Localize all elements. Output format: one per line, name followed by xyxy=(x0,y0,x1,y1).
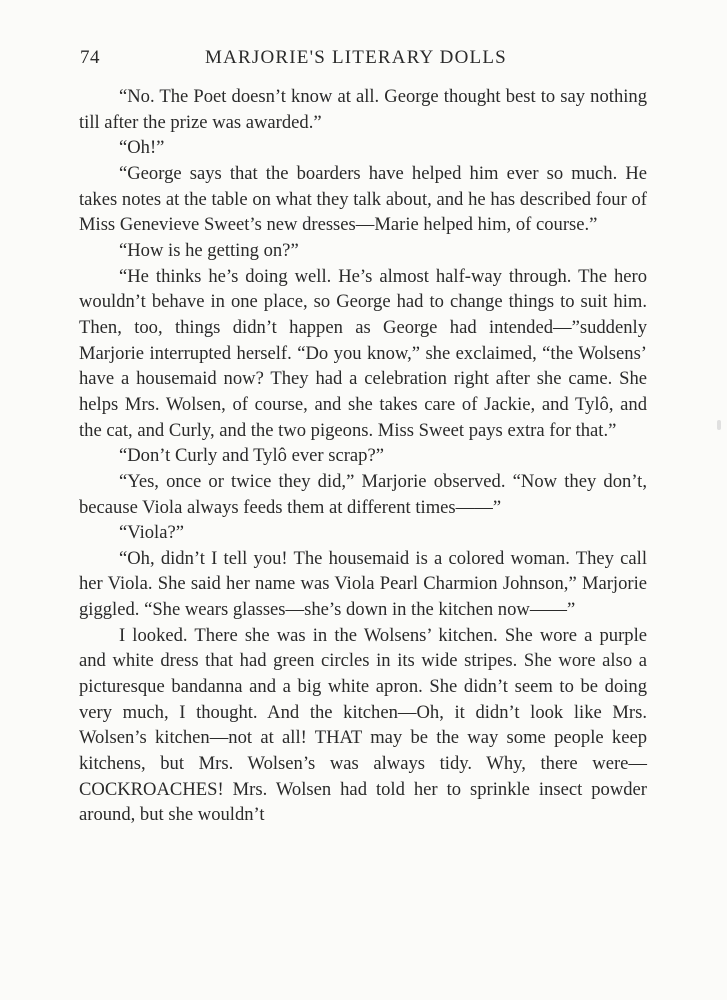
paragraph: “Yes, once or twice they did,” Marjorie observed. “Now they don’t, because Viola always feeds them at different times——” xyxy=(79,470,647,518)
paragraph: “Oh!” xyxy=(119,137,165,159)
page-header xyxy=(80,47,646,73)
paragraph: “George says that the boarders have helped him ever so much. He takes notes at the table on what they talk about, and he has described four of Miss Genevieve Sweet’s new dresses—Marie helped him, of course.” xyxy=(79,162,647,236)
page-number: 74 xyxy=(80,47,100,68)
paragraph: “He thinks he’s doing well. He’s almost half-way through. The hero wouldn’t behave in one place, so George had to change things to suit him. Then, too, things didn’t happen as George had intended—”suddenly Marjorie interrupted herself. “Do you know,” she exclaimed, “the Wolsens’ have a housemaid now? They had a celebration right after she came. She helps Mrs. Wolsen, of course, and she takes care of Jackie, and Tylô, and the cat, and Curly, and the two pigeons. Miss Sweet pays extra for that.” xyxy=(79,265,647,441)
paragraph: “No. The Poet doesn’t know at all. George thought best to say nothing till after the prize was awarded.” xyxy=(79,86,647,133)
paragraph: “Don’t Curly and Tylô ever scrap?” xyxy=(119,445,384,467)
running-title: MARJORIE'S LITERARY DOLLS xyxy=(205,47,507,68)
paragraph: “Viola?” xyxy=(119,522,184,544)
paper-smudge xyxy=(717,420,721,430)
body-text xyxy=(79,84,647,828)
paragraph: “How is he getting on?” xyxy=(119,239,299,261)
paragraph: “Oh, didn’t I tell you! The housemaid is a colored woman. They call her Viola. She said her name was Viola Pearl Charmion Johnson,” Marjorie giggled. “She wears glasses—she’s down in the kitchen now——” xyxy=(79,547,647,621)
paragraph: I looked. There she was in the Wolsens’ kitchen. She wore a purple and white dress that had green circles in its wide stripes. She wore also a picturesque bandanna and a big white apron. She didn’t seem to be doing very much, I thought. And the kitchen—Oh, it didn’t look like Mrs. Wolsen’s kitchen—not at all! THAT may be the way some people keep kitchens, but Mrs. Wolsen’s was always tidy. Why, there were—COCKROACHES! Mrs. Wolsen had told her to sprinkle insect powder around, but she wouldn’t xyxy=(79,624,647,826)
